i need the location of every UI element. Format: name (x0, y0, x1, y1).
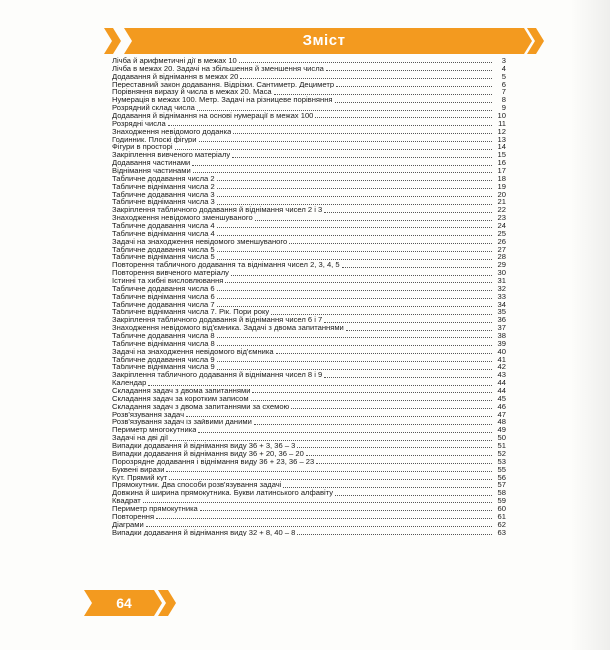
toc-entry-title: Порозрядне додавання і віднімання виду 36 + 23, 36 – 23 (112, 457, 315, 466)
toc-entry-page: 25 (497, 229, 506, 238)
toc-entry (112, 96, 506, 104)
toc-entry-page: 30 (497, 269, 506, 278)
toc-dot-leader (306, 454, 492, 456)
page-number: 64 (116, 595, 132, 611)
toc-entry-title: Віднімання частинами (112, 167, 191, 175)
toc-entry-title: Додавання й віднімання в межах 20 (112, 72, 239, 81)
toc-entry-page: 44 (497, 379, 506, 388)
toc-entry (112, 261, 506, 269)
toc-entry-title: Розрядні числа (112, 119, 166, 128)
toc-entry-page: 60 (497, 504, 506, 513)
toc-entry-title: Буквені вирази (112, 465, 165, 474)
toc-entry-title: Табличне додавання числа 9 (112, 355, 215, 364)
toc-entry-page: 44 (497, 387, 506, 395)
toc-entry-page: 45 (497, 394, 506, 403)
toc-entry-title: Складання задач за коротким записом (112, 394, 249, 403)
toc-entry (112, 57, 506, 65)
toc-entry-title: Табличне віднімання числа 5 (112, 253, 215, 262)
toc-entry-title: Прямокутник. Два способи розв'язування задачі (112, 481, 282, 490)
toc-entry-title: Розв'язування задач (112, 410, 185, 419)
toc-dot-leader (297, 533, 492, 535)
toc-entry-title: Табличне додавання числа 8 (112, 332, 215, 340)
toc-entry (112, 143, 506, 151)
toc-entry-title: Розрядний склад числа (112, 104, 195, 113)
toc-entry (112, 371, 506, 379)
toc-entry-title: Додавання й віднімання на основі нумерації в межах 100 (112, 112, 314, 120)
toc-entry (112, 128, 506, 136)
toc-entry-page: 36 (497, 316, 506, 325)
toc-entry-title: Довжина й ширина прямокутника. Букви латинського алфавіту (112, 489, 334, 498)
toc-entry-page: 51 (497, 442, 506, 450)
toc-entry-page: 18 (497, 174, 506, 183)
toc-entry-page: 57 (497, 481, 506, 490)
toc-entry-page: 38 (497, 332, 506, 340)
toc-dot-leader (316, 462, 492, 464)
toc-entry-page: 14 (497, 143, 506, 152)
toc-dot-leader (217, 250, 492, 252)
toc-entry-title: Задачі на знаходження невідомого від'ємника (112, 347, 274, 356)
toc-entry-page: 40 (497, 347, 506, 356)
toc-entry-title: Табличне додавання числа 7 (112, 300, 215, 309)
toc-entry-page: 49 (497, 426, 506, 435)
toc-entry-title: Випадки додавання й віднімання виду 36 + 3, 36 – 3 (112, 442, 296, 450)
toc-entry-page: 59 (497, 497, 506, 505)
toc-dot-leader (217, 368, 492, 370)
title-banner (104, 28, 544, 54)
toc-entry-page: 8 (501, 96, 506, 105)
toc-entry-page: 10 (497, 112, 506, 120)
toc-dot-leader (199, 140, 493, 142)
toc-entry-title: Повторення вивченого матеріалу (112, 269, 229, 278)
toc-dot-leader (342, 266, 492, 268)
toc-entry-page: 29 (497, 261, 506, 270)
toc-entry (112, 104, 506, 112)
toc-dot-leader (217, 258, 492, 260)
toc-entry (112, 497, 506, 505)
toc-entry-page: 27 (497, 245, 506, 254)
toc-dot-leader (217, 305, 492, 307)
toc-entry-title: Годинник. Плоскі фігури (112, 135, 197, 144)
toc-entry (112, 112, 506, 120)
toc-entry (112, 458, 506, 466)
toc-entry-title: Периметр многокутника (112, 426, 197, 435)
toc-entry-page: 46 (497, 402, 506, 411)
toc-dot-leader (324, 321, 492, 323)
page-title: Зміст (302, 32, 346, 49)
toc-entry-title: Квадрат (112, 497, 141, 505)
toc-entry-title: Лічба й арифметичні дії в межах 10 (112, 57, 237, 65)
toc-entry (112, 450, 506, 458)
toc-entry-title: Календар (112, 379, 147, 388)
toc-dot-leader (148, 384, 492, 386)
toc-entry-page: 35 (497, 308, 506, 317)
toc-entry-title: Додавання частинами (112, 159, 191, 168)
toc-dot-leader (156, 517, 492, 519)
toc-dot-leader (217, 360, 492, 362)
table-of-contents (112, 57, 506, 536)
toc-entry-page: 12 (497, 127, 506, 136)
toc-dot-leader (274, 93, 492, 95)
toc-entry-page: 3 (501, 57, 506, 65)
toc-entry-page: 20 (497, 190, 506, 199)
toc-dot-leader (168, 124, 492, 126)
toc-dot-leader (143, 501, 492, 503)
toc-entry-page: 23 (497, 214, 506, 223)
toc-entry-page: 5 (501, 72, 506, 81)
toc-entry (112, 348, 506, 356)
toc-entry-title: Знаходження невідомого доданка (112, 127, 232, 136)
toc-dot-leader (346, 329, 492, 331)
toc-dot-leader (198, 431, 492, 433)
toc-entry (112, 277, 506, 285)
toc-dot-leader (291, 407, 492, 409)
toc-entry (112, 120, 506, 128)
toc-entry-page: 13 (497, 135, 506, 144)
page-number-badge (84, 590, 180, 616)
toc-entry (112, 324, 506, 332)
toc-entry (112, 426, 506, 434)
toc-entry-page: 26 (497, 237, 506, 246)
toc-dot-leader (217, 297, 492, 299)
toc-entry (112, 269, 506, 277)
toc-entry-page: 17 (497, 167, 506, 175)
toc-entry (112, 364, 506, 372)
toc-entry (112, 411, 506, 419)
toc-dot-leader (283, 486, 492, 488)
toc-entry-title: Складання задач з двома запитаннями (112, 387, 251, 395)
toc-entry-page: 32 (497, 284, 506, 293)
toc-entry-page: 19 (497, 182, 506, 191)
toc-entry (112, 403, 506, 411)
toc-entry (112, 246, 506, 254)
toc-dot-leader (326, 69, 492, 71)
toc-entry-page: 31 (497, 277, 506, 285)
toc-entry (112, 316, 506, 324)
toc-dot-leader (271, 313, 492, 315)
toc-entry-page: 62 (497, 520, 506, 529)
toc-entry (112, 434, 506, 442)
toc-entry-title: Табличне віднімання числа 7. Рік. Пори року (112, 308, 270, 317)
toc-dot-leader (197, 109, 492, 111)
toc-dot-leader (239, 61, 492, 63)
toc-entry (112, 183, 506, 191)
toc-entry-title: Табличне віднімання числа 3 (112, 198, 215, 207)
toc-entry (112, 238, 506, 246)
toc-entry (112, 521, 506, 529)
toc-entry-page: 33 (497, 292, 506, 301)
toc-entry-title: Табличне додавання числа 5 (112, 245, 215, 254)
toc-dot-leader (193, 171, 492, 173)
toc-entry-title: Лічба в межах 20. Задачі на збільшення й зменшення числа (112, 64, 324, 73)
toc-entry-page: 48 (497, 418, 506, 427)
toc-entry (112, 151, 506, 159)
toc-entry-title: Переставний закон додавання. Відрізки. Сантиметр. Дециметр (112, 80, 335, 89)
toc-entry (112, 513, 506, 521)
toc-entry-page: 24 (497, 222, 506, 230)
toc-dot-leader (217, 226, 492, 228)
toc-dot-leader (217, 234, 492, 236)
toc-entry-page: 47 (497, 410, 506, 419)
toc-entry (112, 175, 506, 183)
toc-entry (112, 481, 506, 489)
toc-dot-leader (336, 85, 492, 87)
toc-entry (112, 387, 506, 395)
toc-dot-leader (315, 116, 492, 118)
toc-entry (112, 81, 506, 89)
toc-entry-page: 53 (497, 457, 506, 466)
toc-entry-title: Порівняння виразу й числа в межах 20. Маса (112, 88, 272, 97)
toc-entry-title: Табличне додавання числа 6 (112, 284, 215, 293)
toc-entry (112, 309, 506, 317)
toc-entry (112, 293, 506, 301)
toc-entry (112, 159, 506, 167)
toc-entry (112, 198, 506, 206)
page-edge-shadow (570, 0, 610, 650)
toc-entry-page: 50 (497, 434, 506, 443)
toc-entry-title: Знаходження невідомого зменшуваного (112, 214, 253, 223)
toc-entry (112, 419, 506, 427)
toc-entry-title: Табличне віднімання числа 4 (112, 229, 215, 238)
toc-entry (112, 301, 506, 309)
toc-entry (112, 253, 506, 261)
toc-entry-title: Кут. Прямий кут (112, 473, 168, 482)
toc-entry-title: Закріплення вивченого матеріалу (112, 151, 231, 160)
toc-entry-title: Нумерація в межах 100. Метр. Задачі на різницеве порівняння (112, 96, 333, 105)
toc-entry (112, 136, 506, 144)
toc-dot-leader (335, 494, 492, 496)
toc-entry-title: Периметр прямокутника (112, 504, 198, 513)
toc-entry-page: 39 (497, 339, 506, 348)
toc-dot-leader (289, 242, 492, 244)
toc-entry (112, 442, 506, 450)
toc-dot-leader (297, 446, 492, 448)
toc-entry (112, 65, 506, 73)
toc-entry (112, 395, 506, 403)
toc-entry-title: Істинні та хибні висловлювання (112, 277, 224, 285)
toc-entry-page: 41 (497, 355, 506, 364)
toc-dot-leader (240, 77, 492, 79)
toc-dot-leader (217, 179, 492, 181)
toc-entry-title: Табличне віднімання числа 9 (112, 363, 215, 372)
toc-entry (112, 167, 506, 175)
toc-entry-page: 16 (497, 159, 506, 168)
toc-dot-leader (200, 509, 492, 511)
toc-entry-page: 37 (497, 324, 506, 333)
toc-dot-leader (254, 423, 492, 425)
toc-dot-leader (169, 478, 492, 480)
toc-entry (112, 88, 506, 96)
toc-dot-leader (217, 336, 492, 338)
toc-entry-title: Задачі на знаходження невідомого зменшуваного (112, 237, 288, 246)
toc-entry (112, 474, 506, 482)
toc-entry-page: 6 (501, 80, 506, 89)
toc-entry (112, 379, 506, 387)
toc-entry-title: Фігури в просторі (112, 143, 173, 152)
toc-entry-page: 22 (497, 206, 506, 215)
toc-entry-title: Випадки додавання й віднімання виду 32 + 8, 40 – 8 (112, 528, 296, 537)
toc-entry (112, 340, 506, 348)
toc-entry-title: Табличне віднімання числа 2 (112, 182, 215, 191)
toc-dot-leader (166, 470, 492, 472)
toc-entry-title: Складання задач з двома запитаннями за схемою (112, 402, 290, 411)
toc-dot-leader (251, 399, 492, 401)
toc-entry-title: Табличне додавання числа 4 (112, 222, 215, 230)
toc-dot-leader (225, 281, 492, 283)
toc-dot-leader (146, 525, 492, 527)
toc-entry-title: Випадки додавання й віднімання виду 36 + 20, 36 – 20 (112, 449, 304, 458)
toc-entry (112, 214, 506, 222)
toc-entry (112, 332, 506, 340)
toc-entry-title: Задачі на дві дії (112, 434, 169, 443)
toc-dot-leader (255, 219, 492, 221)
toc-dot-leader (324, 376, 492, 378)
toc-dot-leader (217, 203, 492, 205)
toc-entry-title: Повторення (112, 512, 155, 521)
toc-entry (112, 529, 506, 537)
toc-dot-leader (186, 415, 492, 417)
toc-entry (112, 285, 506, 293)
toc-entry (112, 505, 506, 513)
toc-entry-page: 58 (497, 489, 506, 498)
toc-dot-leader (324, 211, 492, 213)
toc-entry (112, 356, 506, 364)
toc-entry-title: Діаграми (112, 520, 144, 529)
toc-entry-title: Повторення табличного додавання та віднімання чисел 2, 3, 4, 5 (112, 261, 340, 270)
toc-entry-title: Закріплення табличного додавання й віднімання чисел 6 і 7 (112, 316, 323, 325)
toc-dot-leader (175, 148, 492, 150)
toc-dot-leader (335, 101, 492, 103)
toc-entry-page: 11 (498, 119, 506, 128)
toc-dot-leader (217, 289, 492, 291)
toc-entry (112, 206, 506, 214)
toc-entry (112, 222, 506, 230)
toc-entry-page: 28 (497, 253, 506, 262)
toc-dot-leader (232, 156, 492, 158)
toc-entry-page: 56 (497, 473, 506, 482)
toc-dot-leader (231, 274, 492, 276)
toc-dot-leader (217, 344, 492, 346)
toc-dot-leader (192, 164, 492, 166)
toc-entry-page: 34 (497, 300, 506, 309)
toc-dot-leader (233, 132, 492, 134)
toc-entry (112, 466, 506, 474)
toc-dot-leader (276, 352, 492, 354)
toc-dot-leader (217, 187, 492, 189)
toc-entry (112, 73, 506, 81)
toc-entry-page: 63 (497, 528, 506, 537)
toc-dot-leader (252, 391, 492, 393)
toc-entry (112, 489, 506, 497)
toc-entry-page: 4 (501, 64, 506, 73)
toc-entry-title: Табличне віднімання числа 8 (112, 339, 215, 348)
toc-entry-page: 9 (501, 104, 506, 113)
toc-entry-page: 21 (497, 198, 506, 207)
toc-entry-page: 42 (497, 363, 506, 372)
toc-entry-title: Закріплення табличного додавання й віднімання чисел 8 і 9 (112, 371, 323, 380)
toc-entry-title: Закріплення табличного додавання й віднімання чисел 2 і 3 (112, 206, 323, 215)
toc-entry-title: Табличне додавання числа 3 (112, 190, 215, 199)
toc-entry-title: Розв'язування задач із зайвими даними (112, 418, 252, 427)
toc-entry (112, 191, 506, 199)
toc-entry-title: Табличне додавання числа 2 (112, 174, 215, 183)
toc-dot-leader (217, 195, 492, 197)
toc-entry-title: Знаходження невідомого від'ємника. Задачі з двома запитаннями (112, 324, 344, 333)
toc-entry-page: 61 (497, 512, 506, 521)
toc-entry (112, 230, 506, 238)
toc-entry-title: Табличне віднімання числа 6 (112, 292, 215, 301)
toc-entry-page: 55 (497, 465, 506, 474)
toc-entry-page: 43 (497, 371, 506, 380)
toc-dot-leader (170, 439, 492, 441)
toc-entry-page: 52 (497, 449, 506, 458)
toc-entry-page: 7 (501, 88, 506, 97)
toc-entry-page: 15 (497, 151, 506, 160)
